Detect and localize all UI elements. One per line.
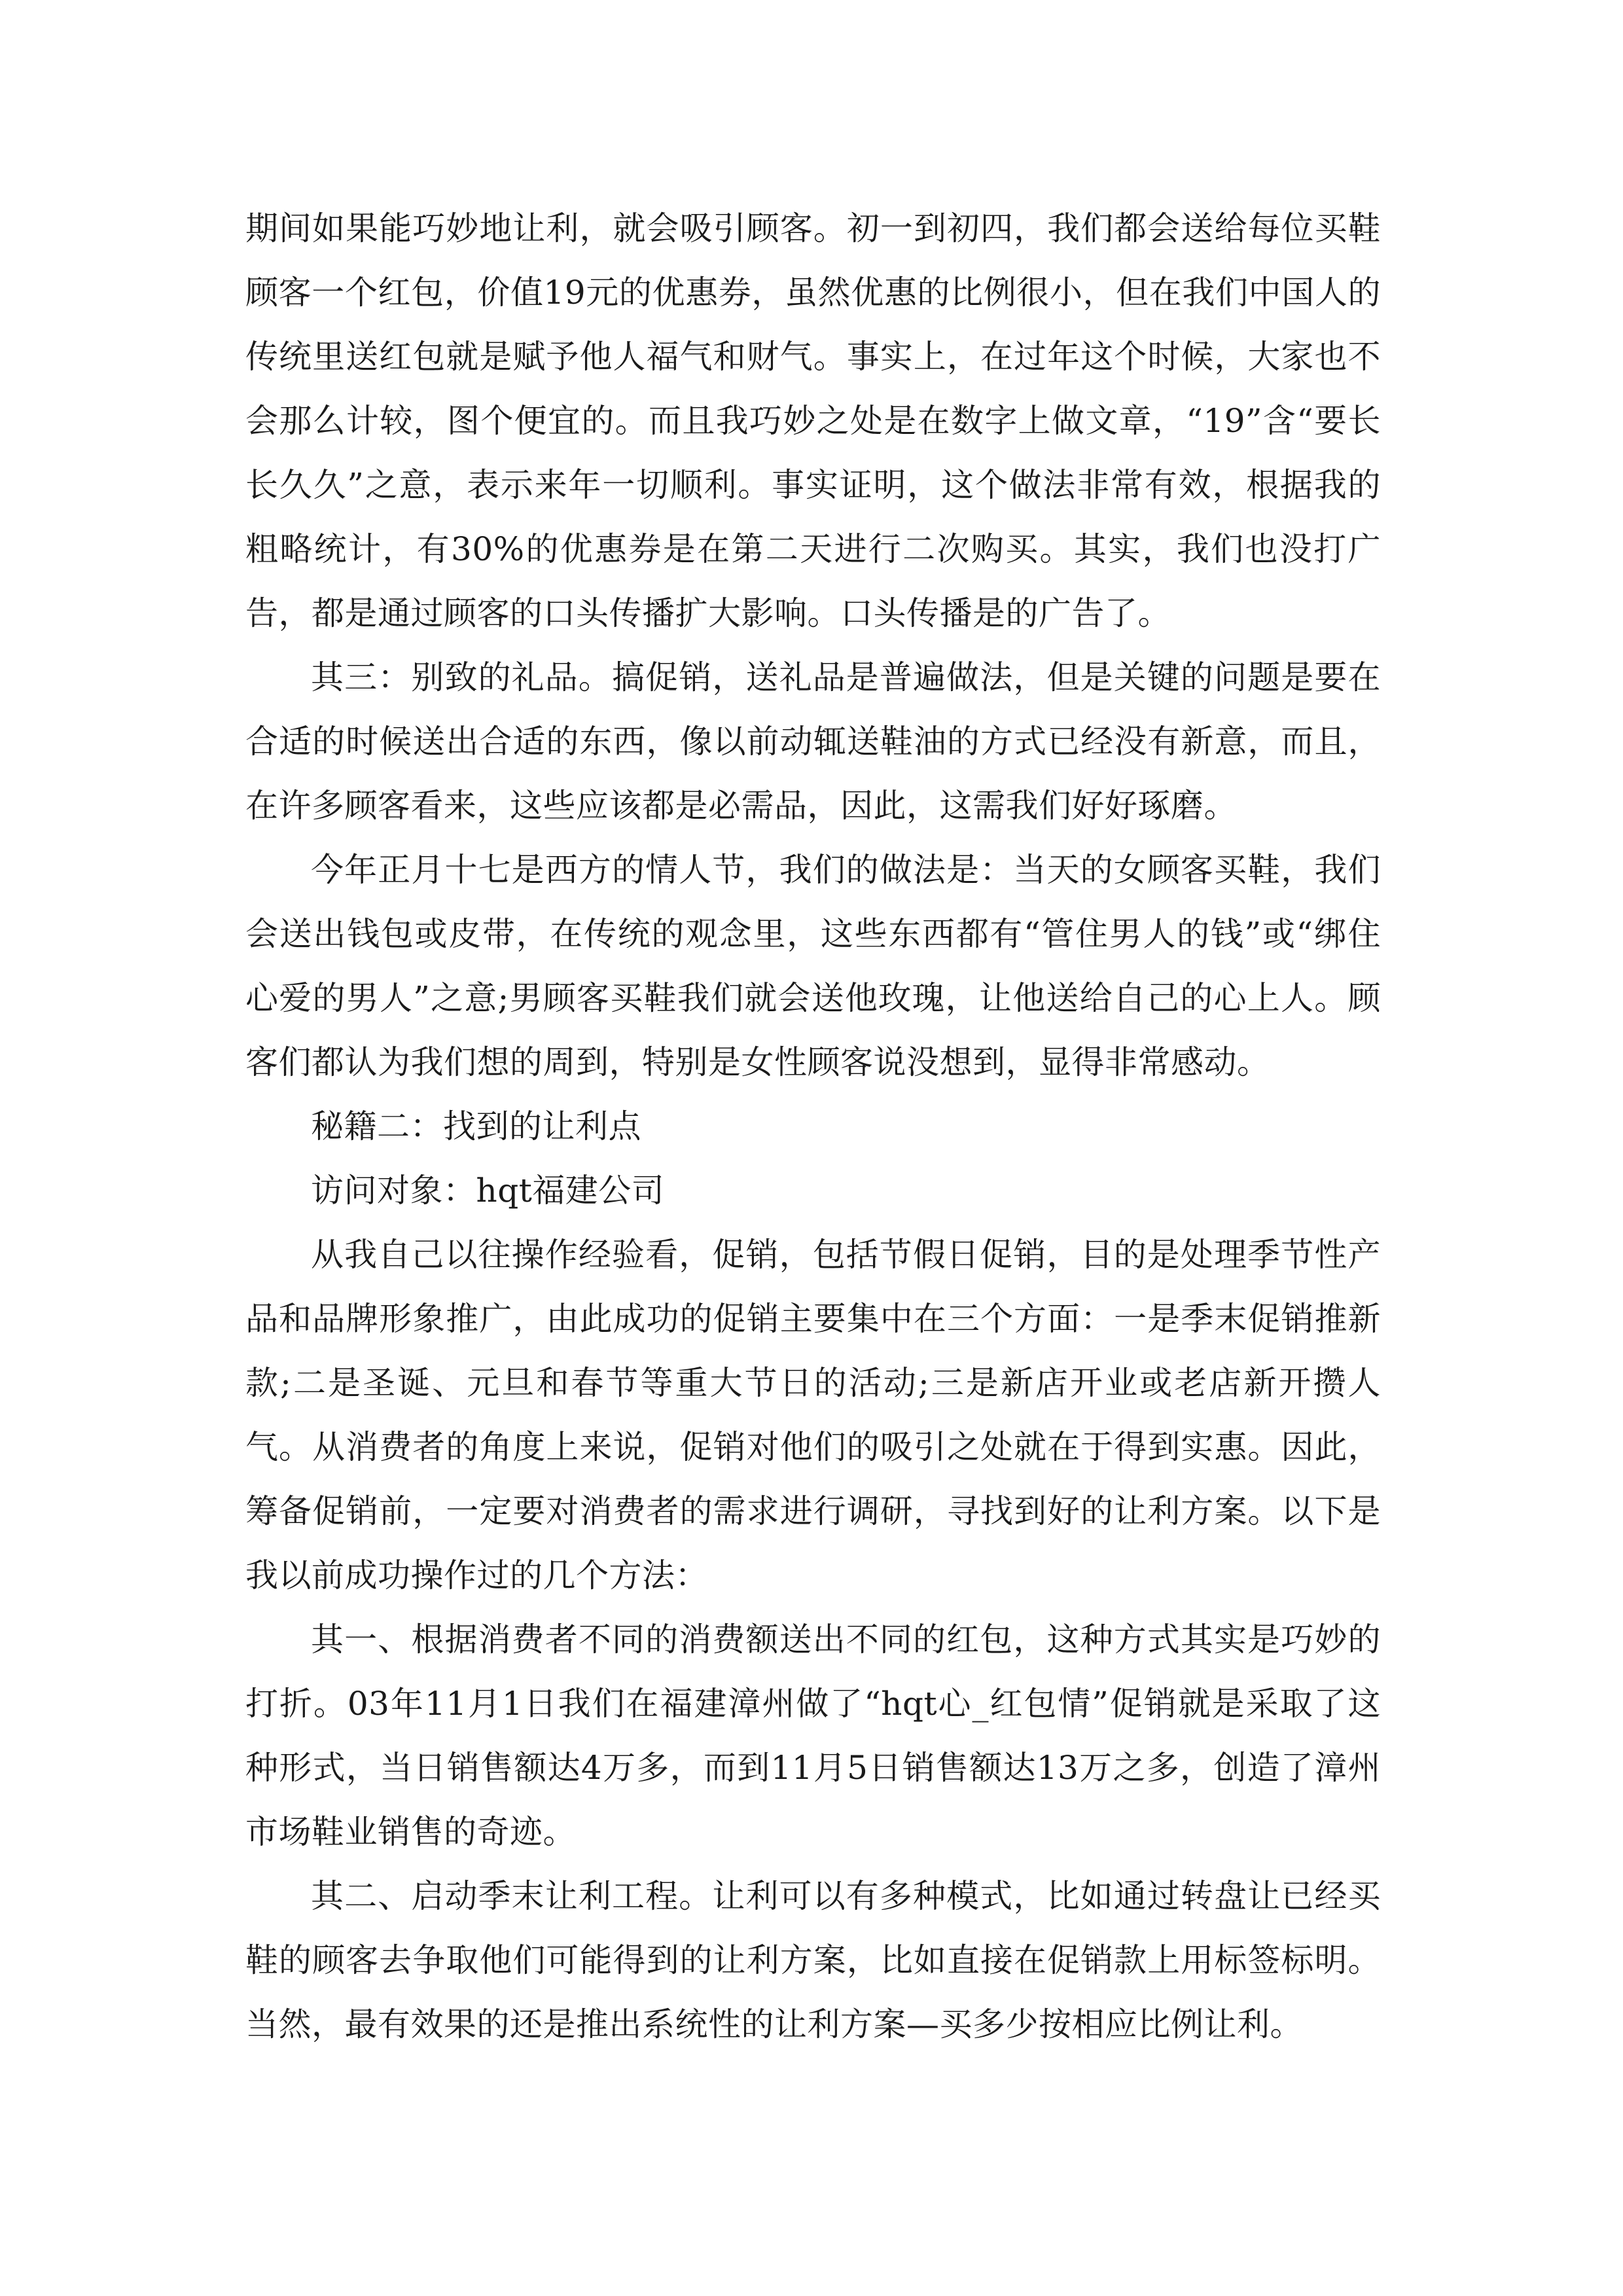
paragraph-7: 其一、根据消费者不同的消费额送出不同的红包，这种方式其实是巧妙的打折。03年11月1日我们在福建漳州做了“hqt心_红包情”促销就是采取了这种形式，当日销售额达4万多，而到11月5日销售额达13万之多，创造了漳州市场鞋业销售的奇迹。 — [245, 1621, 1381, 1851]
paragraph-3: 今年正月十七是西方的情人节，我们的做法是：当天的女顾客买鞋，我们会送出钱包或皮带，在传统的观念里，这些东西都有“管住男人的钱”或“绑住心爱的男人”之意;男顾客买鞋我们就会送他玫瑰，让他送给自己的心上人。顾客们都认为我们想的周到，特别是女性顾客说没想到，显得非常感动。 — [245, 851, 1381, 1081]
document-body — [245, 196, 1381, 2056]
interviewee-line: 访问对象：hqt福建公司 — [311, 1172, 665, 1210]
paragraph-1: 期间如果能巧妙地让利，就会吸引顾客。初一到初四，我们都会送给每位买鞋顾客一个红包，价值19元的优惠券，虽然优惠的比例很小，但在我们中国人的传统里送红包就是赋予他人福气和财气。事实上，在过年这个时候，大家也不会那么计较，图个便宜的。而且我巧妙之处是在数字上做文章，“19”含“要长长久久”之意，表示来年一切顺利。事实证明，这个做法非常有效，根据我的粗略统计，有30%的优惠券是在第二天进行二次购买。其实，我们也没打广告，都是通过顾客的口头传播扩大影响。口头传播是的广告了。 — [245, 209, 1381, 632]
paragraph-8: 其二、启动季末让利工程。让利可以有多种模式，比如通过转盘让已经买鞋的顾客去争取他们可能得到的让利方案，比如直接在促销款上用标签标明。当然，最有效果的还是推出系统性的让利方案—买多少按相应比例让利。 — [245, 1877, 1381, 2043]
section-heading-secret-two: 秘籍二：找到的让利点 — [311, 1107, 641, 1145]
paragraph-2: 其三：别致的礼品。搞促销，送礼品是普遍做法，但是关键的问题是要在合适的时候送出合适的东西，像以前动辄送鞋油的方式已经没有新意，而且，在许多顾客看来，这些应该都是必需品，因此，这需我们好好琢磨。 — [245, 658, 1381, 825]
paragraph-6: 从我自己以往操作经验看，促销，包括节假日促销，目的是处理季节性产品和品牌形象推广，由此成功的促销主要集中在三个方面：一是季末促销推新款;二是圣诞、元旦和春节等重大节日的活动;三是新店开业或老店新开攒人气。从消费者的角度上来说，促销对他们的吸引之处就在于得到实惠。因此，筹备促销前，一定要对消费者的需求进行调研，寻找到好的让利方案。以下是我以前成功操作过的几个方法： — [245, 1236, 1381, 1594]
